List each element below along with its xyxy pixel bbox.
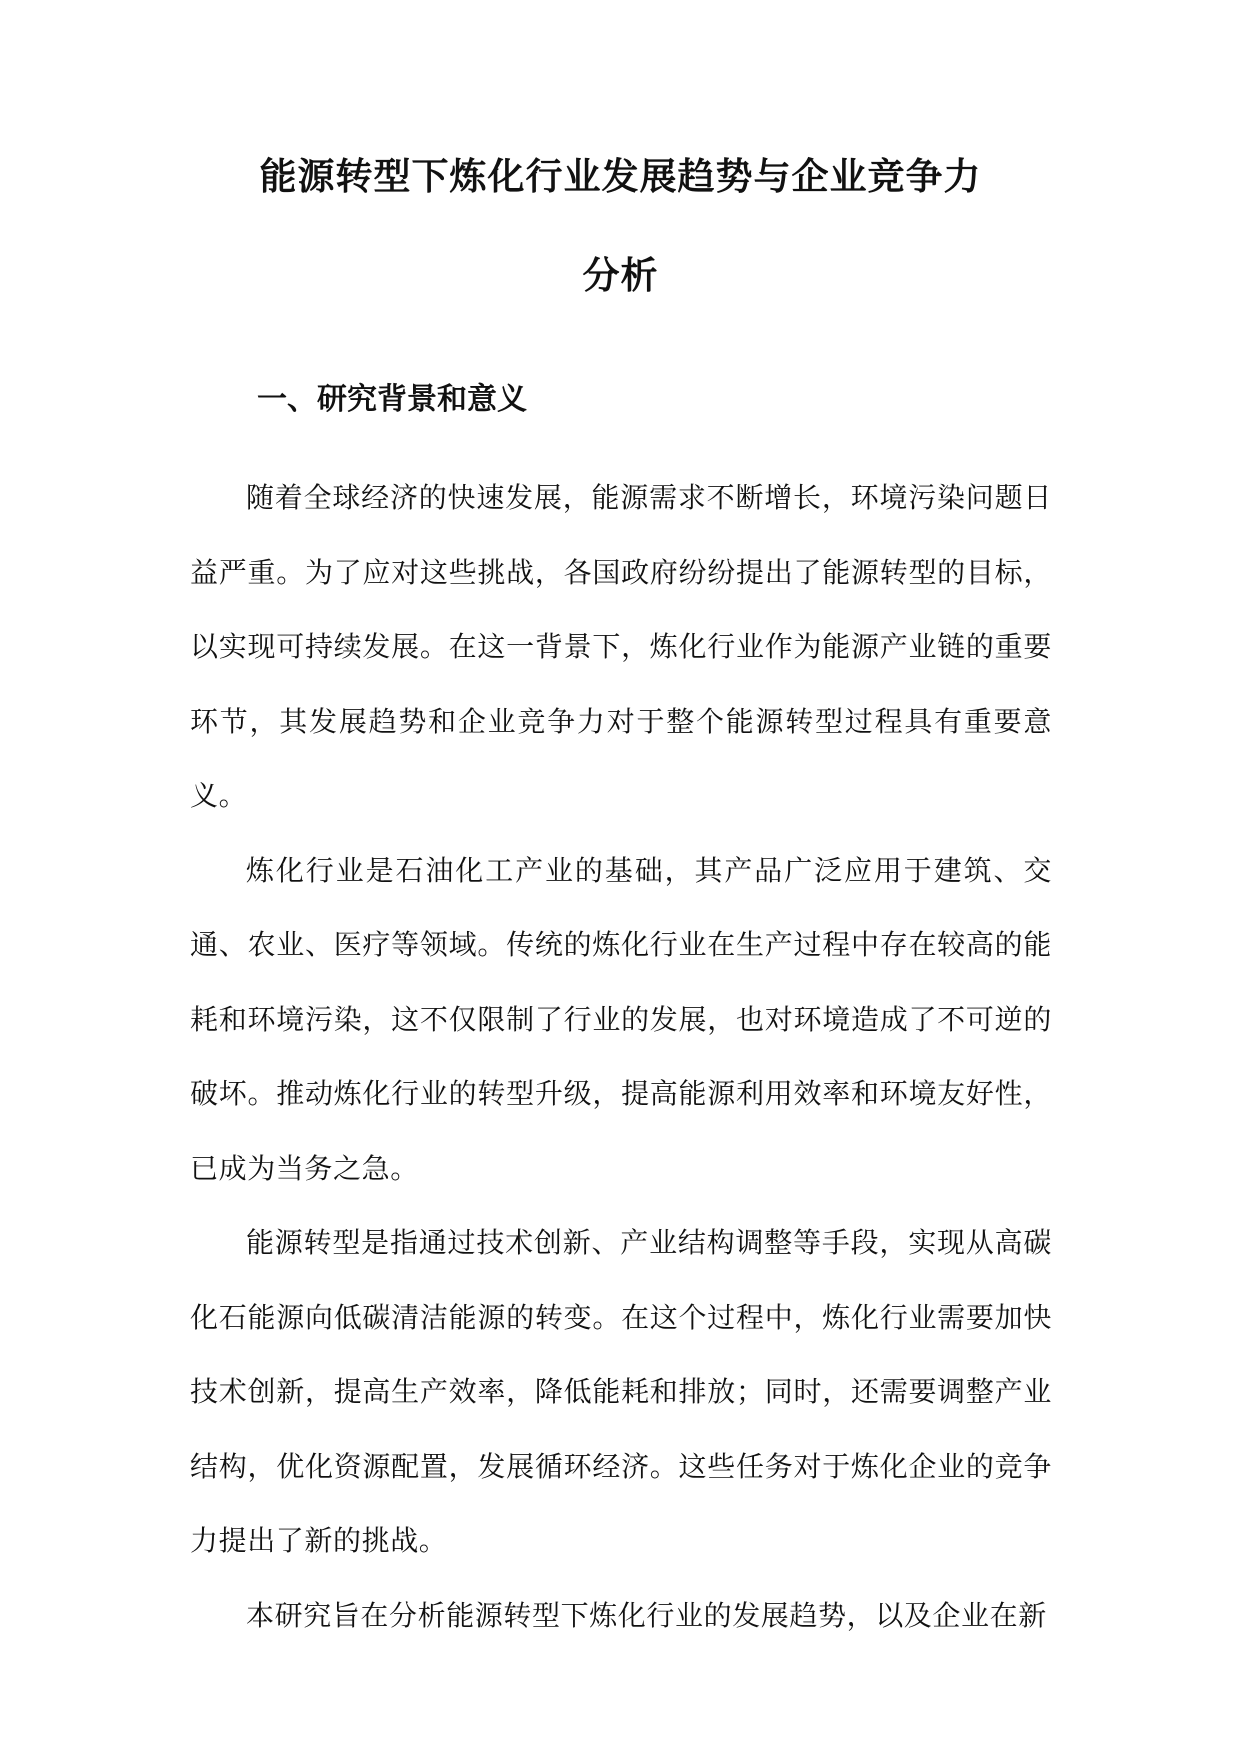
paragraph-3: 能源转型是指通过技术创新、产业结构调整等手段，实现从高碳化石能源向低碳清洁能源的转变。在这个过程中，炼化行业需要加快技术创新，提高生产效率，降低能耗和排放；同时，还需要调整产业结构，优化资源配置，发展循环经济。这些任务对于炼化企业的竞争力提出了新的挑战。	[190, 1226, 1052, 1557]
section-heading: 一、研究背景和意义	[257, 382, 527, 417]
document-title-line-2: 分析	[582, 254, 659, 297]
body-text	[190, 461, 1052, 1653]
paragraph-1: 随着全球经济的快速发展，能源需求不断增长，环境污染问题日益严重。为了应对这些挑战，各国政府纷纷提出了能源转型的目标，以实现可持续发展。在这一背景下，炼化行业作为能源产业链的重要环节，其发展趋势和企业竞争力对于整个能源转型过程具有重要意义。	[190, 481, 1052, 812]
paragraph-2: 炼化行业是石油化工产业的基础，其产品广泛应用于建筑、交通、农业、医疗等领域。传统的炼化行业在生产过程中存在较高的能耗和环境污染，这不仅限制了行业的发展，也对环境造成了不可逆的破坏。推动炼化行业的转型升级，提高能源利用效率和环境友好性，已成为当务之急。	[190, 853, 1052, 1185]
paragraph-4: 本研究旨在分析能源转型下炼化行业的发展趋势，以及企业在新	[246, 1598, 1047, 1632]
document-title-line-1: 能源转型下炼化行业发展趋势与企业竞争力	[259, 155, 982, 198]
